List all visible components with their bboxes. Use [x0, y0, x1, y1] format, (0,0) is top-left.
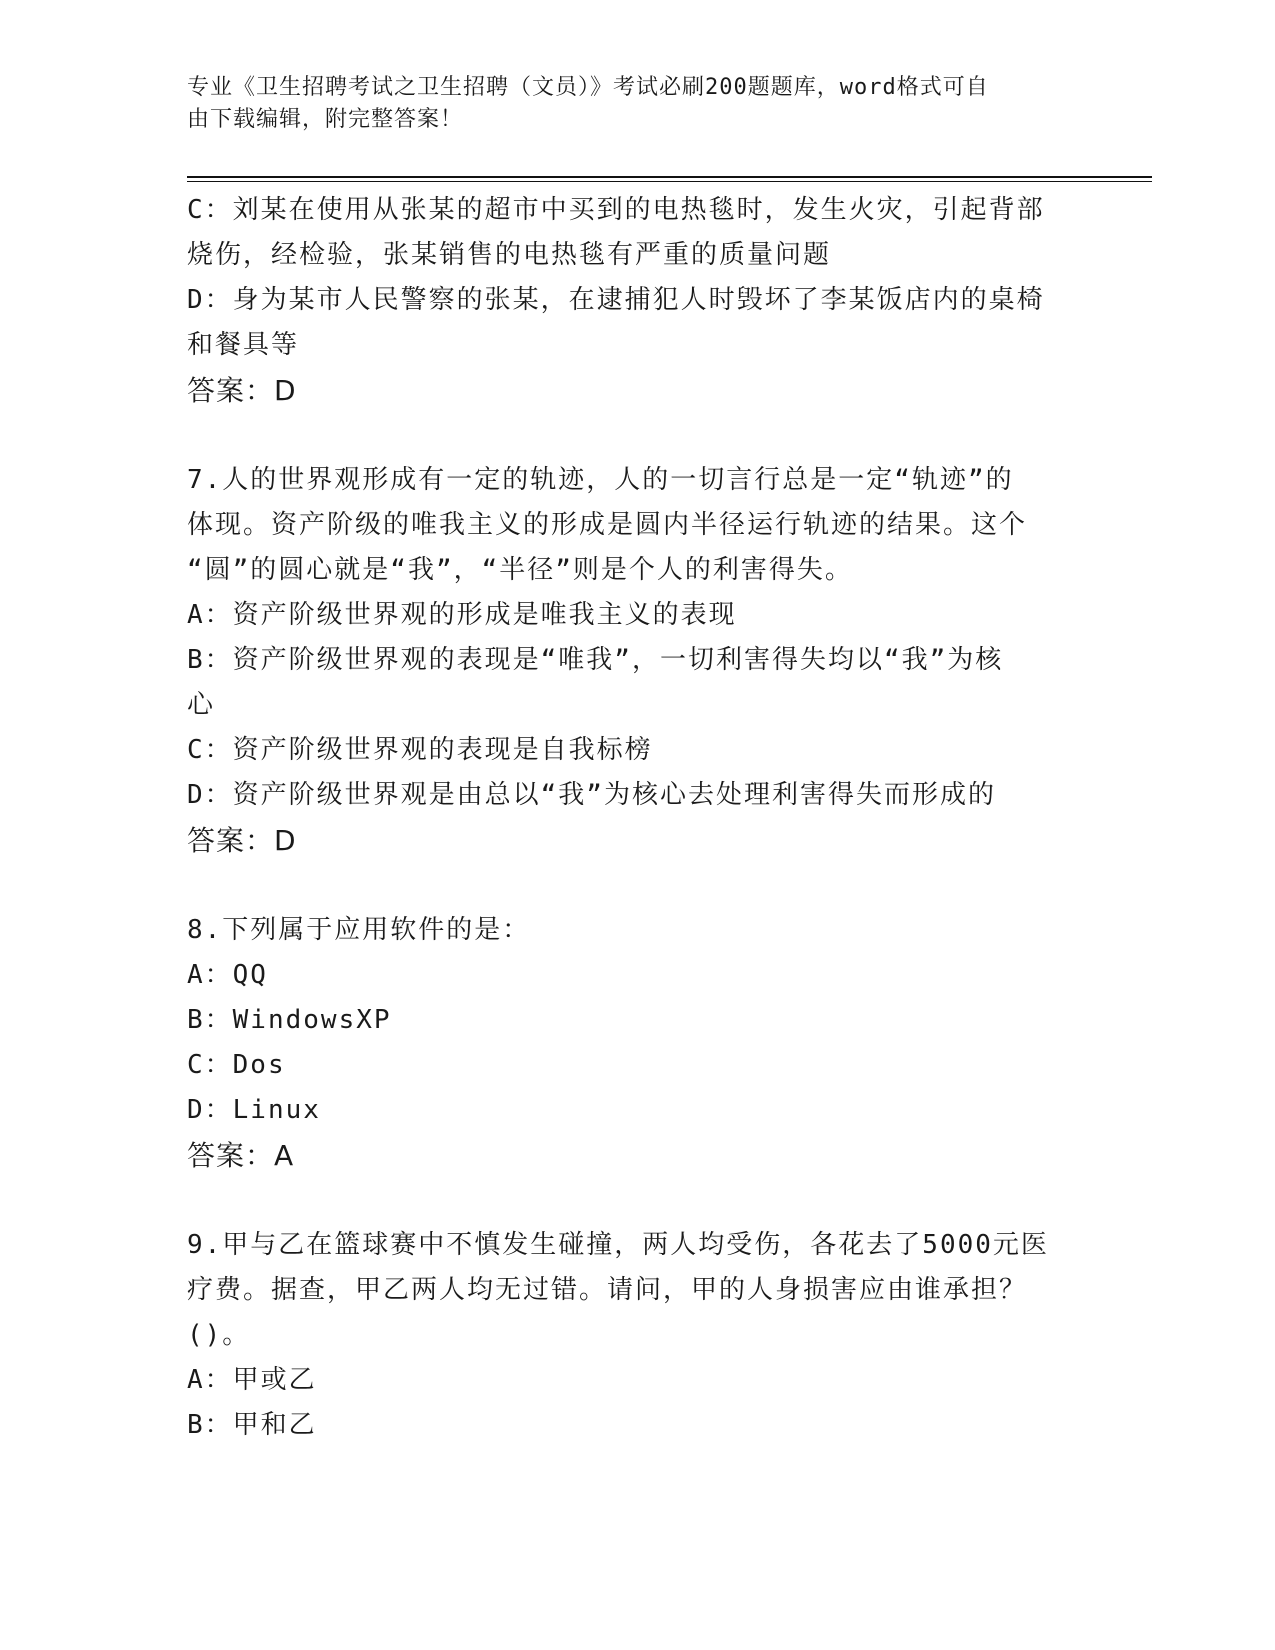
- question-stem-line-1: 7.人的世界观形成有一定的轨迹，人的一切言行总是一定“轨迹”的: [187, 465, 1014, 495]
- question-9: [187, 1223, 1067, 1448]
- question-stem-line-2: 疗费。据查，甲乙两人均无过错。请问，甲的人身损害应由谁承担？: [187, 1275, 1028, 1305]
- question-stem: 8.下列属于应用软件的是：: [187, 915, 531, 945]
- option-a: A：甲或乙: [187, 1365, 317, 1395]
- option-b: B：WindowsXP: [187, 1005, 392, 1035]
- question-stem-line-1: 9.甲与乙在篮球赛中不慎发生碰撞，两人均受伤，各花去了5000元医: [187, 1230, 1049, 1260]
- option-d: D：资产阶级世界观是由总以“我”为核心去处理利害得失而形成的: [187, 780, 996, 810]
- header-title-line-2: 由下载编辑，附完整答案！: [187, 107, 464, 132]
- question-8: [187, 908, 1067, 1178]
- header-divider-thin: [187, 181, 1152, 182]
- document-header: [187, 72, 1067, 136]
- option-d-line-2: 和餐具等: [187, 330, 300, 360]
- answer-label: 答案：A: [187, 1139, 295, 1172]
- option-c: C：资产阶级世界观的表现是自我标榜: [187, 735, 653, 765]
- answer-label: 答案：D: [187, 374, 297, 407]
- spacer: [187, 413, 1067, 458]
- spacer: [187, 863, 1067, 908]
- header-divider-thick: [187, 176, 1152, 178]
- question-stem-line-3: “圆”的圆心就是“我”，“半径”则是个人的利害得失。: [187, 555, 853, 585]
- option-c: C：Dos: [187, 1050, 286, 1080]
- option-b: B：甲和乙: [187, 1410, 317, 1440]
- option-b-line-1: B：资产阶级世界观的表现是“唯我”，一切利害得失均以“我”为核: [187, 645, 1004, 675]
- option-a: A：QQ: [187, 960, 268, 990]
- document-body: [187, 188, 1067, 1448]
- question-stem-line-2: 体现。资产阶级的唯我主义的形成是圆内半径运行轨迹的结果。这个: [187, 510, 1028, 540]
- header-title-line-1: 专业《卫生招聘考试之卫生招聘（文员）》考试必刷200题题库，word格式可自: [187, 75, 989, 100]
- answer-label: 答案：D: [187, 824, 297, 857]
- question-7: [187, 458, 1067, 863]
- option-d-line-1: D：身为某市人民警察的张某，在逮捕犯人时毁坏了李某饭店内的桌椅: [187, 285, 1045, 315]
- question-stem-line-3: ()。: [187, 1320, 251, 1350]
- question-6-continued: [187, 188, 1067, 413]
- option-c-line-1: C：刘某在使用从张某的超市中买到的电热毯时，发生火灾，引起背部: [187, 195, 1045, 225]
- spacer: [187, 1178, 1067, 1223]
- option-b-line-2: 心: [187, 690, 216, 720]
- option-c-line-2: 烧伤，经检验，张某销售的电热毯有严重的质量问题: [187, 240, 832, 270]
- option-d: D：Linux: [187, 1095, 321, 1125]
- option-a: A：资产阶级世界观的形成是唯我主义的表现: [187, 600, 737, 630]
